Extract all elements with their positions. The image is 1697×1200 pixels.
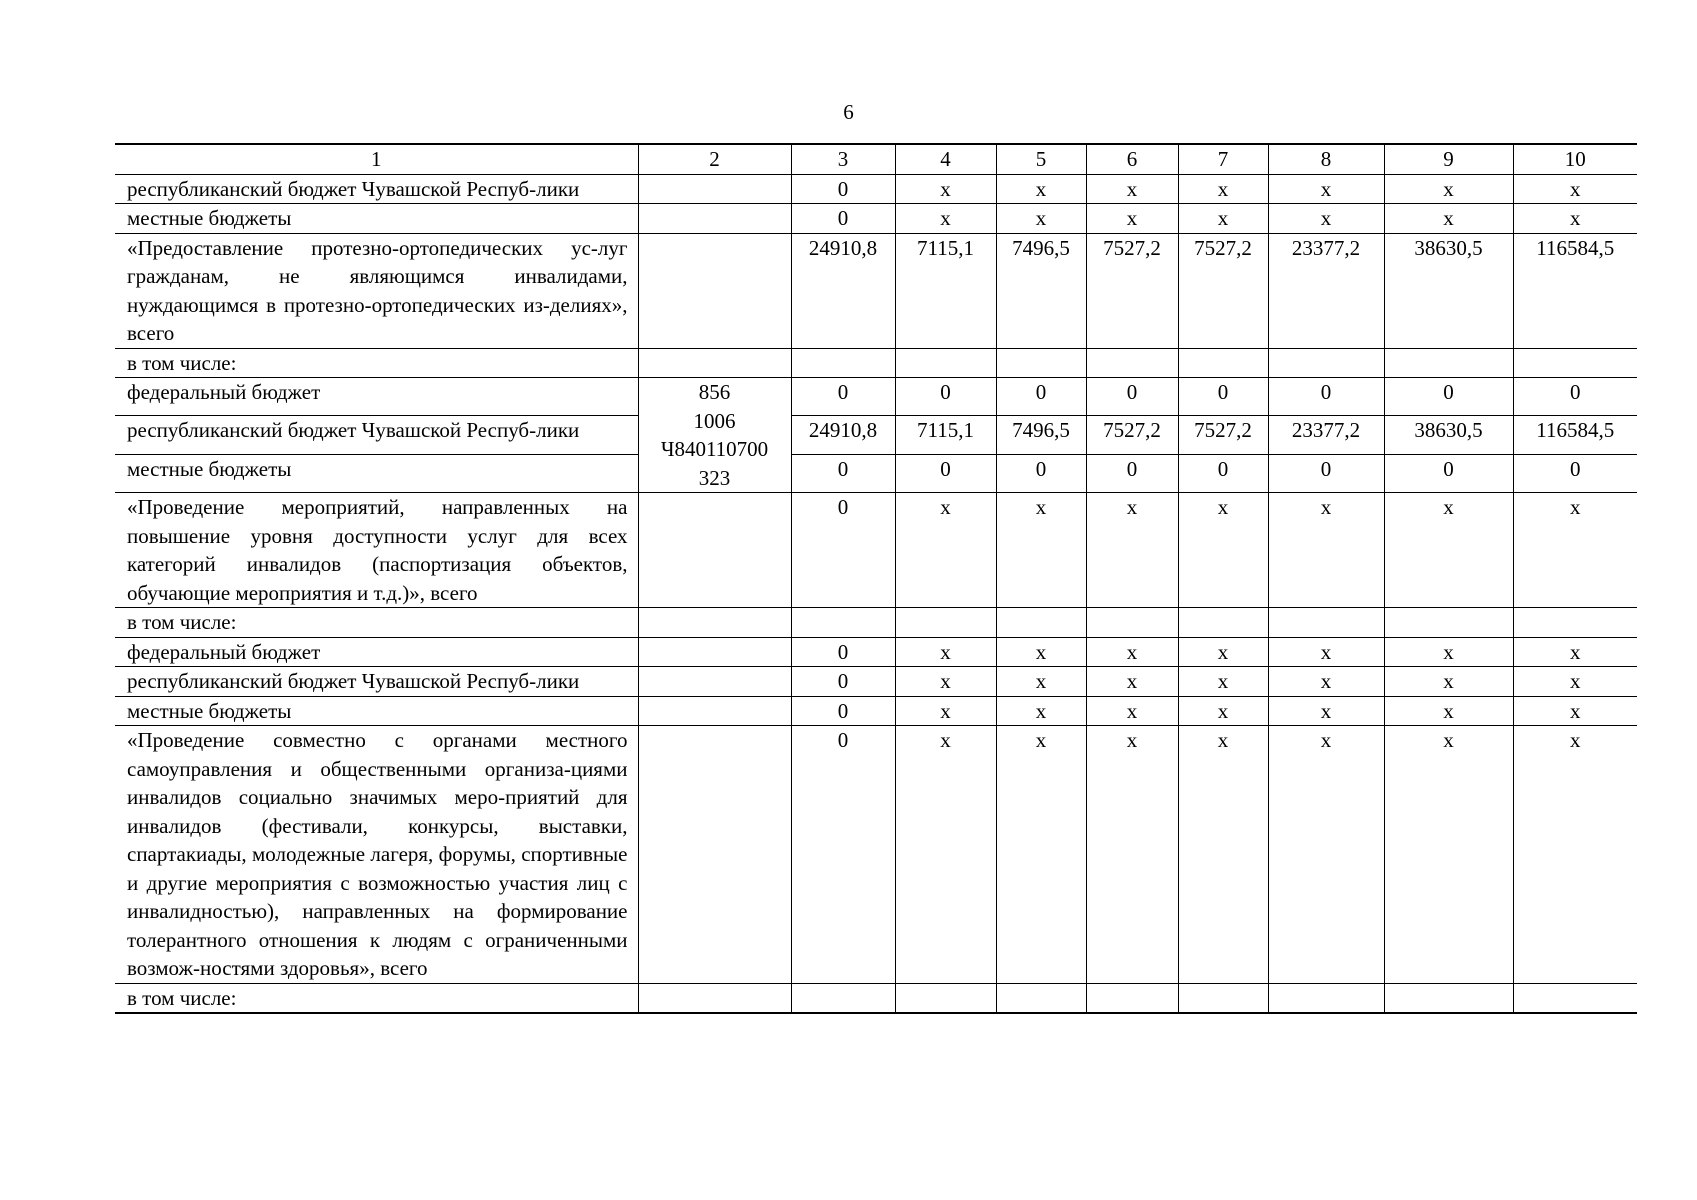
table-row: [115, 608, 1637, 638]
value-cell: [1513, 983, 1637, 1013]
value-cell: 116584,5: [1513, 233, 1637, 348]
value-cell: [791, 983, 895, 1013]
column-number: 5: [996, 144, 1086, 174]
value-cell: х: [1086, 493, 1178, 608]
value-cell: х: [996, 696, 1086, 726]
code-line: Ч840110700: [660, 437, 769, 461]
value-cell: х: [1268, 726, 1384, 984]
value-cell: 23377,2: [1268, 233, 1384, 348]
code-cell: [638, 233, 791, 348]
value-cell: 0: [996, 454, 1086, 492]
value-cell: х: [996, 493, 1086, 608]
value-cell: х: [1384, 696, 1513, 726]
table-row: [115, 493, 1637, 608]
value-cell: 0: [1268, 378, 1384, 416]
value-cell: 0: [791, 667, 895, 697]
value-cell: х: [1513, 174, 1637, 204]
value-cell: [1384, 983, 1513, 1013]
value-cell: х: [1178, 696, 1268, 726]
value-cell: х: [996, 174, 1086, 204]
value-cell: 24910,8: [791, 416, 895, 454]
row-label: республиканский бюджет Чувашской Респуб-лики: [115, 667, 638, 697]
value-cell: 0: [1384, 454, 1513, 492]
value-cell: х: [895, 204, 996, 234]
value-cell: 0: [791, 493, 895, 608]
value-cell: 7527,2: [1178, 416, 1268, 454]
table-row: [115, 174, 1637, 204]
code-line: 856: [698, 380, 731, 404]
value-cell: х: [895, 493, 996, 608]
value-cell: х: [895, 667, 996, 697]
value-cell: [1268, 608, 1384, 638]
row-label: местные бюджеты: [115, 696, 638, 726]
value-cell: х: [1513, 493, 1637, 608]
row-label: в том числе:: [115, 348, 638, 378]
value-cell: [791, 348, 895, 378]
row-label: в том числе:: [115, 608, 638, 638]
value-cell: х: [1268, 204, 1384, 234]
value-cell: 0: [791, 726, 895, 984]
value-cell: х: [1513, 696, 1637, 726]
row-label: местные бюджеты: [115, 204, 638, 234]
table-row: [115, 348, 1637, 378]
value-cell: х: [1384, 637, 1513, 667]
value-cell: 7496,5: [996, 233, 1086, 348]
value-cell: х: [1086, 174, 1178, 204]
row-label: местные бюджеты: [115, 454, 638, 492]
value-cell: 23377,2: [1268, 416, 1384, 454]
value-cell: х: [996, 637, 1086, 667]
row-label: федеральный бюджет: [115, 637, 638, 667]
value-cell: 0: [791, 204, 895, 234]
code-cell: [638, 726, 791, 984]
value-cell: х: [1086, 204, 1178, 234]
value-cell: х: [1513, 204, 1637, 234]
table-row: [115, 667, 1637, 697]
value-cell: х: [1086, 667, 1178, 697]
value-cell: [996, 983, 1086, 1013]
value-cell: х: [1513, 726, 1637, 984]
value-cell: 24910,8: [791, 233, 895, 348]
value-cell: [1513, 348, 1637, 378]
budget-classification-code: [638, 378, 791, 493]
value-cell: 7115,1: [895, 233, 996, 348]
value-cell: 0: [1178, 454, 1268, 492]
row-label: «Предоставление протезно-ортопедических ус-луг гражданам, не являющимся инвалидами, нуждающимся в протезно-ортопедических из-делиях», всего: [115, 233, 638, 348]
table-header-row: [115, 144, 1637, 174]
column-number: 8: [1268, 144, 1384, 174]
code-cell: [638, 667, 791, 697]
value-cell: х: [895, 726, 996, 984]
value-cell: [1178, 348, 1268, 378]
value-cell: 0: [895, 378, 996, 416]
table-row: [115, 726, 1637, 984]
table-row: [115, 454, 1637, 492]
value-cell: х: [1086, 696, 1178, 726]
value-cell: х: [1086, 637, 1178, 667]
value-cell: [895, 348, 996, 378]
value-cell: 0: [1513, 454, 1637, 492]
value-cell: х: [1268, 637, 1384, 667]
value-cell: 0: [791, 174, 895, 204]
row-label: «Проведение совместно с органами местного самоуправления и общественными организа-циями инвалидов социально значимых меро-приятий для инвалидов (фестивали, конкурсы, выставки, спартакиады, молодежные лагеря, форумы, спортивные и другие мероприятия с возможностью участия лиц с инвалидностью), направленных на формирование толерантного отношения к людям с ограниченными возмож-ностями здоровья», всего: [115, 726, 638, 984]
column-number: 9: [1384, 144, 1513, 174]
value-cell: 7527,2: [1178, 233, 1268, 348]
value-cell: х: [1178, 493, 1268, 608]
value-cell: х: [1384, 726, 1513, 984]
table-row: [115, 416, 1637, 454]
value-cell: х: [1178, 637, 1268, 667]
value-cell: [1268, 348, 1384, 378]
value-cell: х: [1384, 493, 1513, 608]
value-cell: х: [1268, 696, 1384, 726]
column-number: 3: [791, 144, 895, 174]
value-cell: х: [1178, 726, 1268, 984]
table-row: [115, 983, 1637, 1013]
table-row: [115, 233, 1637, 348]
code-cell: [638, 983, 791, 1013]
value-cell: х: [1384, 667, 1513, 697]
value-cell: [996, 608, 1086, 638]
value-cell: 0: [1086, 454, 1178, 492]
value-cell: х: [996, 667, 1086, 697]
value-cell: х: [996, 204, 1086, 234]
value-cell: [791, 608, 895, 638]
table-row: [115, 204, 1637, 234]
value-cell: 7115,1: [895, 416, 996, 454]
value-cell: 0: [791, 454, 895, 492]
code-cell: [638, 348, 791, 378]
value-cell: 116584,5: [1513, 416, 1637, 454]
value-cell: [1178, 608, 1268, 638]
value-cell: [1384, 608, 1513, 638]
value-cell: [996, 348, 1086, 378]
code-line: 1006: [693, 408, 736, 433]
value-cell: 0: [791, 637, 895, 667]
value-cell: [1513, 608, 1637, 638]
value-cell: х: [1268, 493, 1384, 608]
column-number: 7: [1178, 144, 1268, 174]
value-cell: 0: [1268, 454, 1384, 492]
row-label: республиканский бюджет Чувашской Респуб-лики: [115, 416, 638, 454]
value-cell: х: [1513, 637, 1637, 667]
value-cell: 38630,5: [1384, 233, 1513, 348]
column-number: 1: [115, 144, 638, 174]
value-cell: х: [895, 174, 996, 204]
row-label: в том числе:: [115, 983, 638, 1013]
value-cell: [1268, 983, 1384, 1013]
table-row: [115, 696, 1637, 726]
column-number: 6: [1086, 144, 1178, 174]
value-cell: 0: [791, 696, 895, 726]
value-cell: х: [996, 726, 1086, 984]
value-cell: [1086, 983, 1178, 1013]
value-cell: [895, 608, 996, 638]
value-cell: 0: [996, 378, 1086, 416]
code-cell: [638, 493, 791, 608]
value-cell: 0: [895, 454, 996, 492]
value-cell: 0: [1513, 378, 1637, 416]
budget-table: [115, 143, 1637, 1014]
column-number: 4: [895, 144, 996, 174]
value-cell: 0: [1384, 378, 1513, 416]
value-cell: х: [895, 696, 996, 726]
code-cell: [638, 204, 791, 234]
value-cell: 7527,2: [1086, 233, 1178, 348]
value-cell: 7496,5: [996, 416, 1086, 454]
code-cell: [638, 174, 791, 204]
page-number: 6: [843, 100, 854, 124]
value-cell: 0: [791, 378, 895, 416]
code-cell: [638, 637, 791, 667]
value-cell: х: [1268, 174, 1384, 204]
table-row: [115, 637, 1637, 667]
value-cell: х: [1268, 667, 1384, 697]
column-number: 10: [1513, 144, 1637, 174]
value-cell: х: [1178, 667, 1268, 697]
value-cell: х: [1086, 726, 1178, 984]
code-cell: [638, 608, 791, 638]
code-line: 323: [698, 465, 731, 490]
row-label: «Проведение мероприятий, направленных на повышение уровня доступности услуг для всех категорий инвалидов (паспортизация объектов, обучающие мероприятия и т.д.)», всего: [115, 493, 638, 608]
value-cell: х: [895, 637, 996, 667]
row-label: республиканский бюджет Чувашской Респуб-лики: [115, 174, 638, 204]
value-cell: [895, 983, 996, 1013]
row-label: федеральный бюджет: [115, 378, 638, 416]
column-number: 2: [638, 144, 791, 174]
value-cell: 0: [1086, 378, 1178, 416]
value-cell: [1086, 608, 1178, 638]
value-cell: х: [1513, 667, 1637, 697]
table-row: [115, 378, 1637, 416]
value-cell: 38630,5: [1384, 416, 1513, 454]
value-cell: х: [1178, 204, 1268, 234]
value-cell: х: [1384, 204, 1513, 234]
value-cell: 7527,2: [1086, 416, 1178, 454]
value-cell: [1178, 983, 1268, 1013]
code-cell: [638, 696, 791, 726]
value-cell: х: [1384, 174, 1513, 204]
value-cell: [1086, 348, 1178, 378]
value-cell: [1384, 348, 1513, 378]
value-cell: 0: [1178, 378, 1268, 416]
value-cell: х: [1178, 174, 1268, 204]
